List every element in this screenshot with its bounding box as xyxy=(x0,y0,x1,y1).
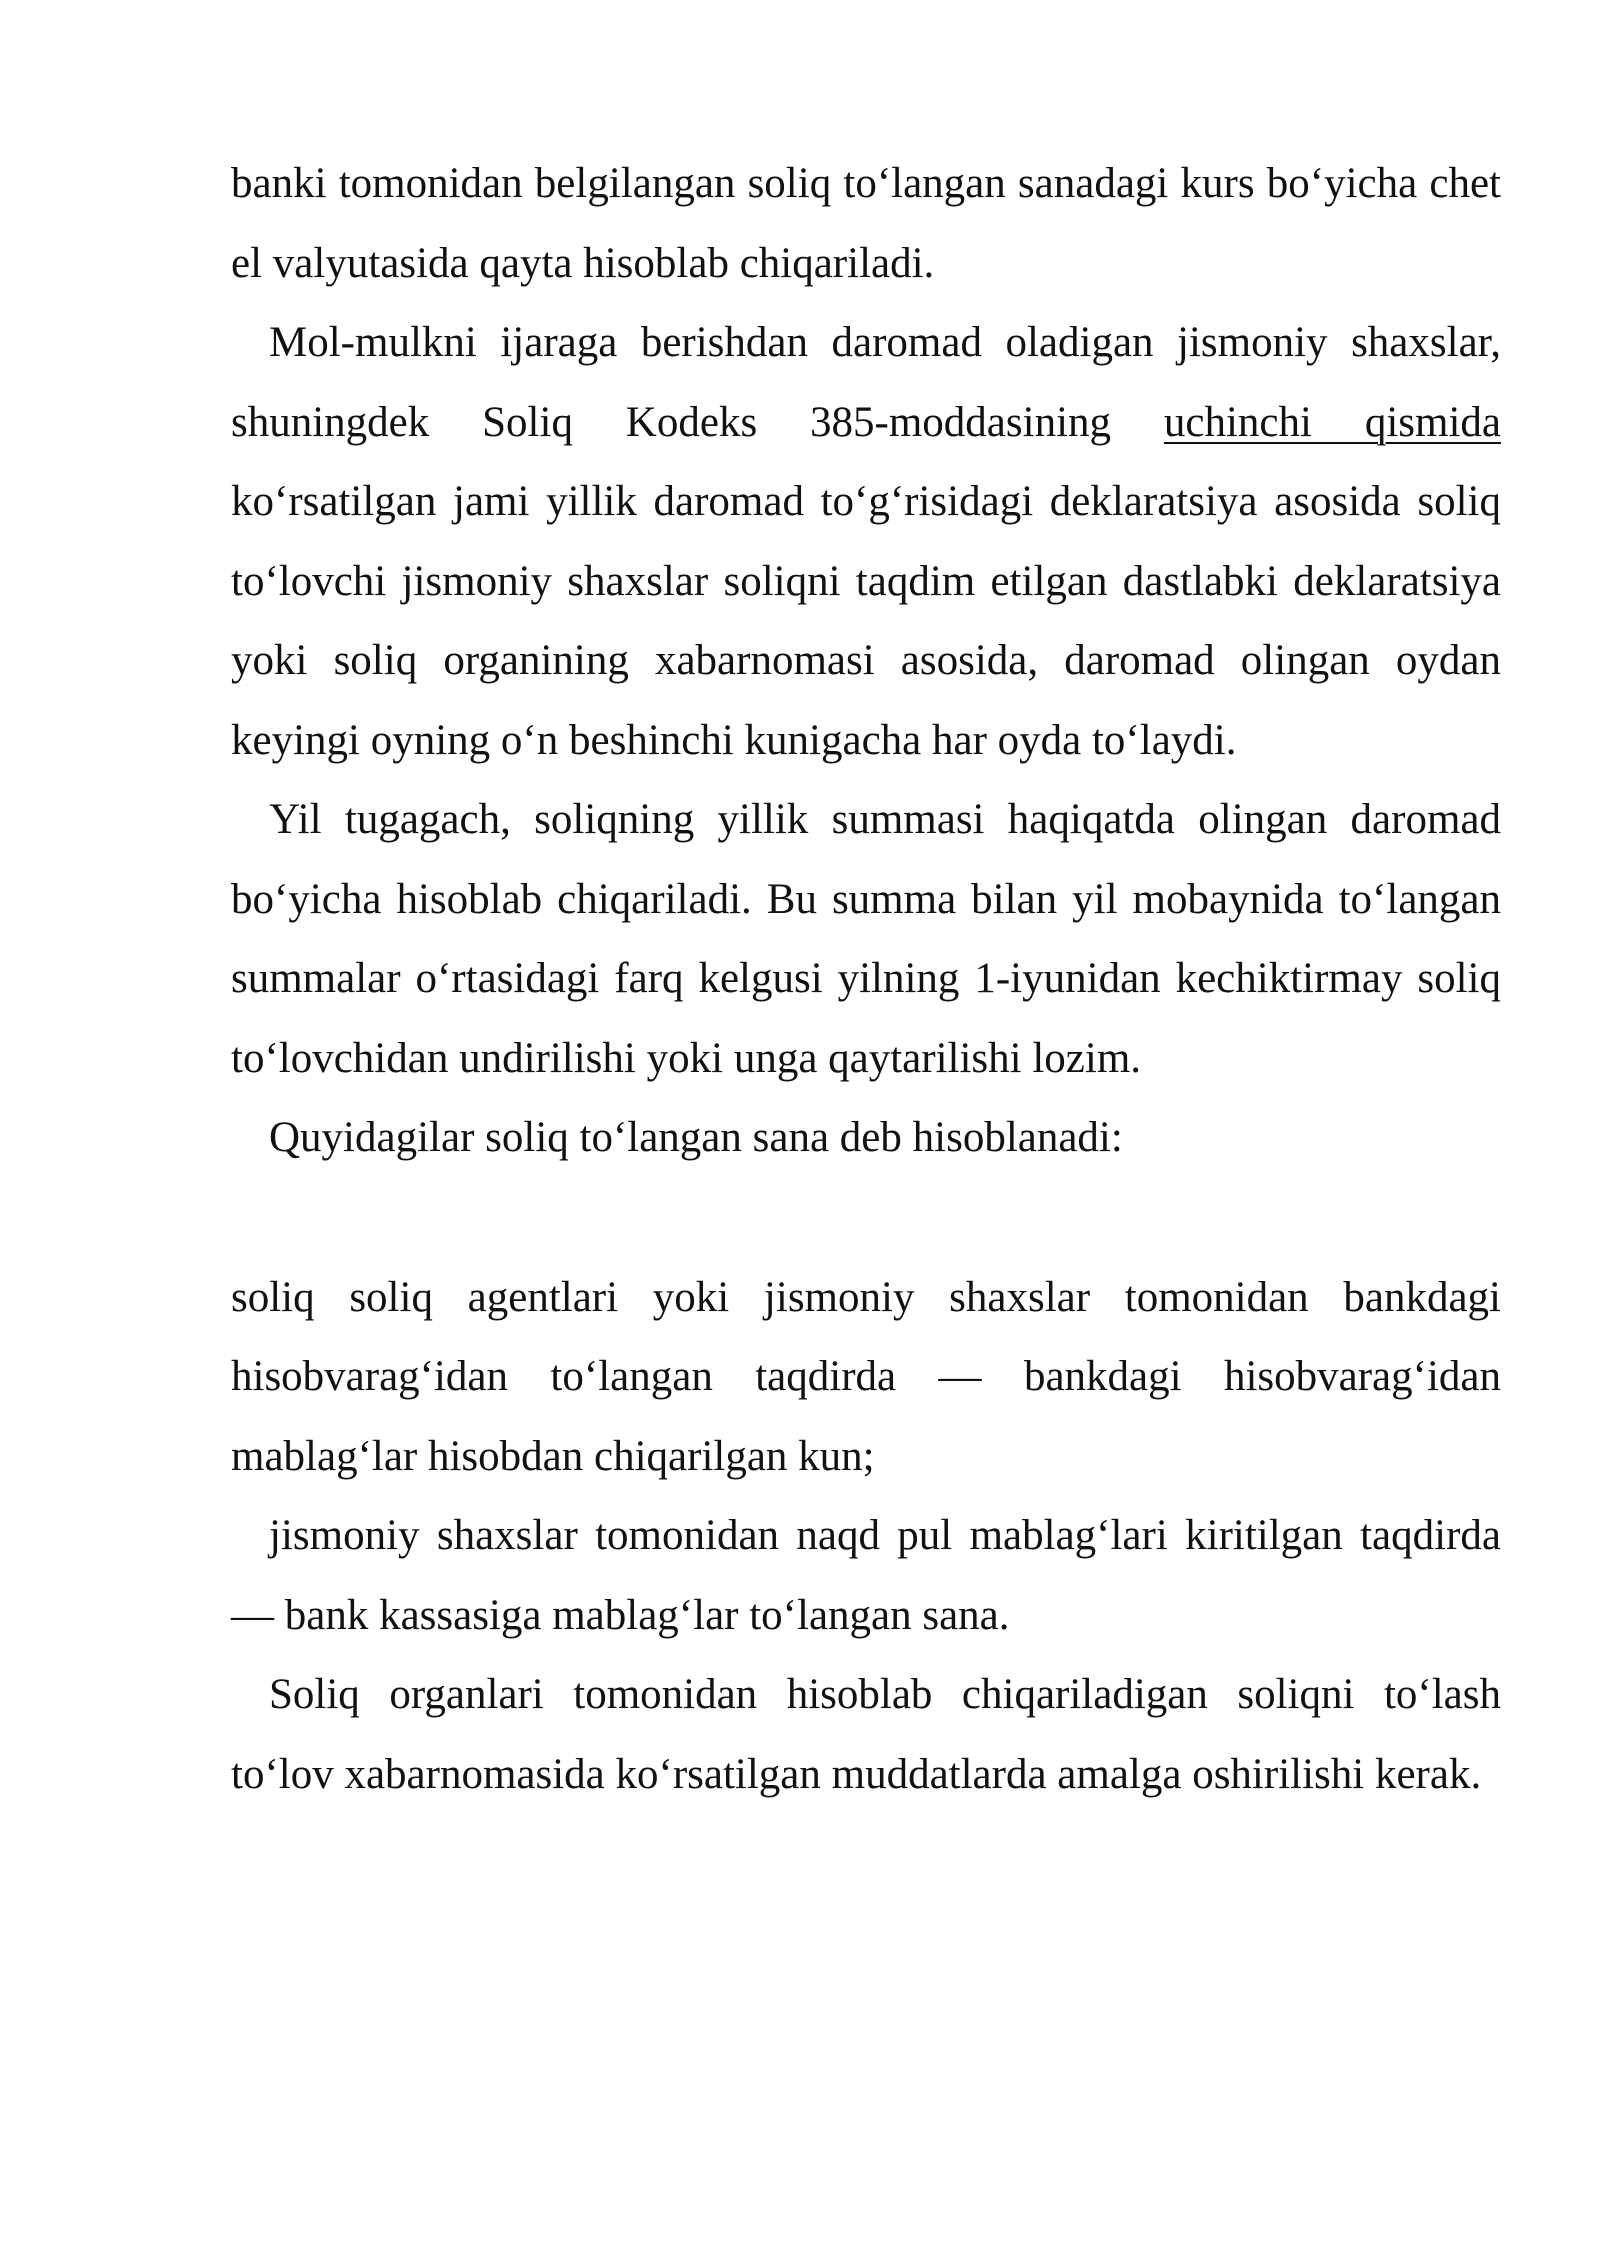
document-body xyxy=(231,144,1501,1814)
link-uchinchi-qismida[interactable]: uchinchi qismida xyxy=(1163,398,1501,446)
paragraph-rental-income-start: Mol-mulkni ijaraga berishdan daromad oladigan jismoniy shaxslar, shuningdek Soliq Kodeks 385-moddasining xyxy=(231,319,1501,446)
paragraph-payment-date-intro: Quyidagilar soliq to‘langan sana deb hisoblanadi: xyxy=(269,1114,1123,1161)
paragraph-currency-recalc: banki tomonidan belgilangan soliq to‘langan sanadagi kurs bo‘yicha chet el valyutasida qayta hisoblab chiqariladi. xyxy=(231,160,1501,287)
paragraph-cash-payment: jismoniy shaxslar tomonidan naqd pul mablag‘lari kiritilgan taqdirda — bank kassasiga mablag‘lar to‘langan sana. xyxy=(231,1512,1501,1639)
paragraph-spacer xyxy=(231,1178,1501,1258)
paragraph-tax-authority-deadlines: Soliq organlari tomonidan hisoblab chiqariladigan soliqni to‘lash to‘lov xabarnomasida ko‘rsatilgan muddatlarda amalga oshirilishi kerak. xyxy=(231,1671,1501,1798)
paragraph-rental-income-end: ko‘rsatilgan jami yillik daromad to‘g‘risidagi deklaratsiya asosida soliq to‘lovchi jismoniy shaxslar soliqni taqdim etilgan dastlabki deklaratsiya yoki soliq organining xabarnomasi asosida, daromad olingan oydan keyingi oyning o‘n beshinchi kunigacha har oyda to‘laydi. xyxy=(231,478,1501,764)
paragraph-annual-tax: Yil tugagach, soliqning yillik summasi haqiqatda olingan daromad bo‘yicha hisoblab chiqariladi. Bu summa bilan yil mobaynida to‘langan summalar o‘rtasidagi farq kelgusi yilning 1-iyunidan kechiktirmay soliq to‘lovchidan undirilishi yoki unga qaytarilishi lozim. xyxy=(231,796,1501,1082)
paragraph-rental-income xyxy=(231,303,1501,780)
paragraph-bank-account-payment: soliq soliq agentlari yoki jismoniy shaxslar tomonidan bankdagi hisobvarag‘idan to‘langan taqdirda — bankdagi hisobvarag‘idan mablag‘lar hisobdan chiqarilgan kun; xyxy=(231,1273,1501,1480)
